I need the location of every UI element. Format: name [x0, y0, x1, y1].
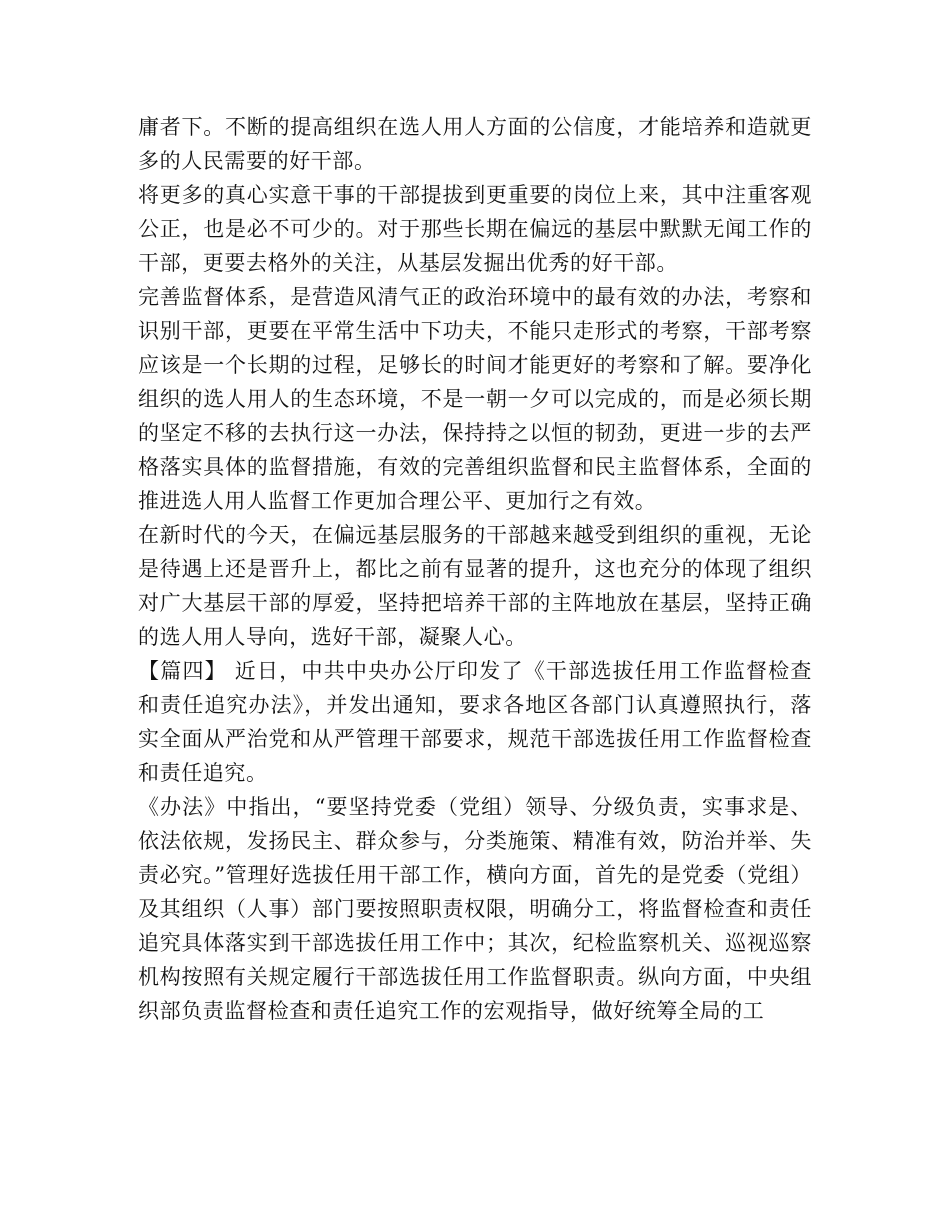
paragraph-4: 在新时代的今天，在偏远基层服务的干部越来越受到组织的重视，无论是待遇上还是晋升上，都比之前有显著的提升，这也充分的体现了组织对广大基层干部的厚爱，坚持把培养干部的主阵地放在基层，坚持正确的选人用人导向，选好干部，凝聚人心。 [138, 523, 812, 649]
paragraph-3: 完善监督体系，是营造风清气正的政治环境中的最有效的办法，考察和识别干部，更要在平常生活中下功夫，不能只走形式的考察，干部考察应该是一个长期的过程，足够长的时间才能更好的考察和了解。要净化组织的选人用人的生态环境，不是一朝一夕可以完成的，而是必须长期的坚定不移的去执行这一办法，保持持之以恒的韧劲，更进一步的去严格落实具体的监督措施，有效的完善组织监督和民主监督体系，全面的推进选人用人监督工作更加合理公平、更加行之有效。 [138, 285, 812, 513]
paragraph-5: 【篇四】 近日，中共中央办公厅印发了《干部选拔任用工作监督检查和责任追究办法》，并发出通知，要求各地区各部门认真遵照执行，落实全面从严治党和从严管理干部要求，规范干部选拔任用工作监督检查和责任追究。 [138, 659, 812, 785]
paragraph-2: 将更多的真心实意干事的干部提拔到更重要的岗位上来，其中注重客观公正，也是必不可少的。对于那些长期在偏远的基层中默默无闻工作的干部，更要去格外的关注，从基层发掘出优秀的好干部。 [138, 183, 812, 275]
paragraph-6: 《办法》中指出，“要坚持党委（党组）领导、分级负责，实事求是、依法依规，发扬民主、群众参与，分类施策、精准有效，防治并举、失责必究。”管理好选拔任用干部工作，横向方面，首先的是党委（党组）及其组织（人事）部门要按照职责权限，明确分工，将监督检查和责任追究具体落实到干部选拔任用工作中；其次，纪检监察机关、巡视巡察机构按照有关规定履行干部选拔任用工作监督职责。纵向方面，中央组织部负责监督检查和责任追究工作的宏观指导，做好统筹全局的工 [138, 795, 812, 1023]
paragraph-1: 庸者下。不断的提高组织在选人用人方面的公信度，才能培养和造就更多的人民需要的好干部。 [138, 115, 812, 173]
document-body [138, 110, 812, 1028]
